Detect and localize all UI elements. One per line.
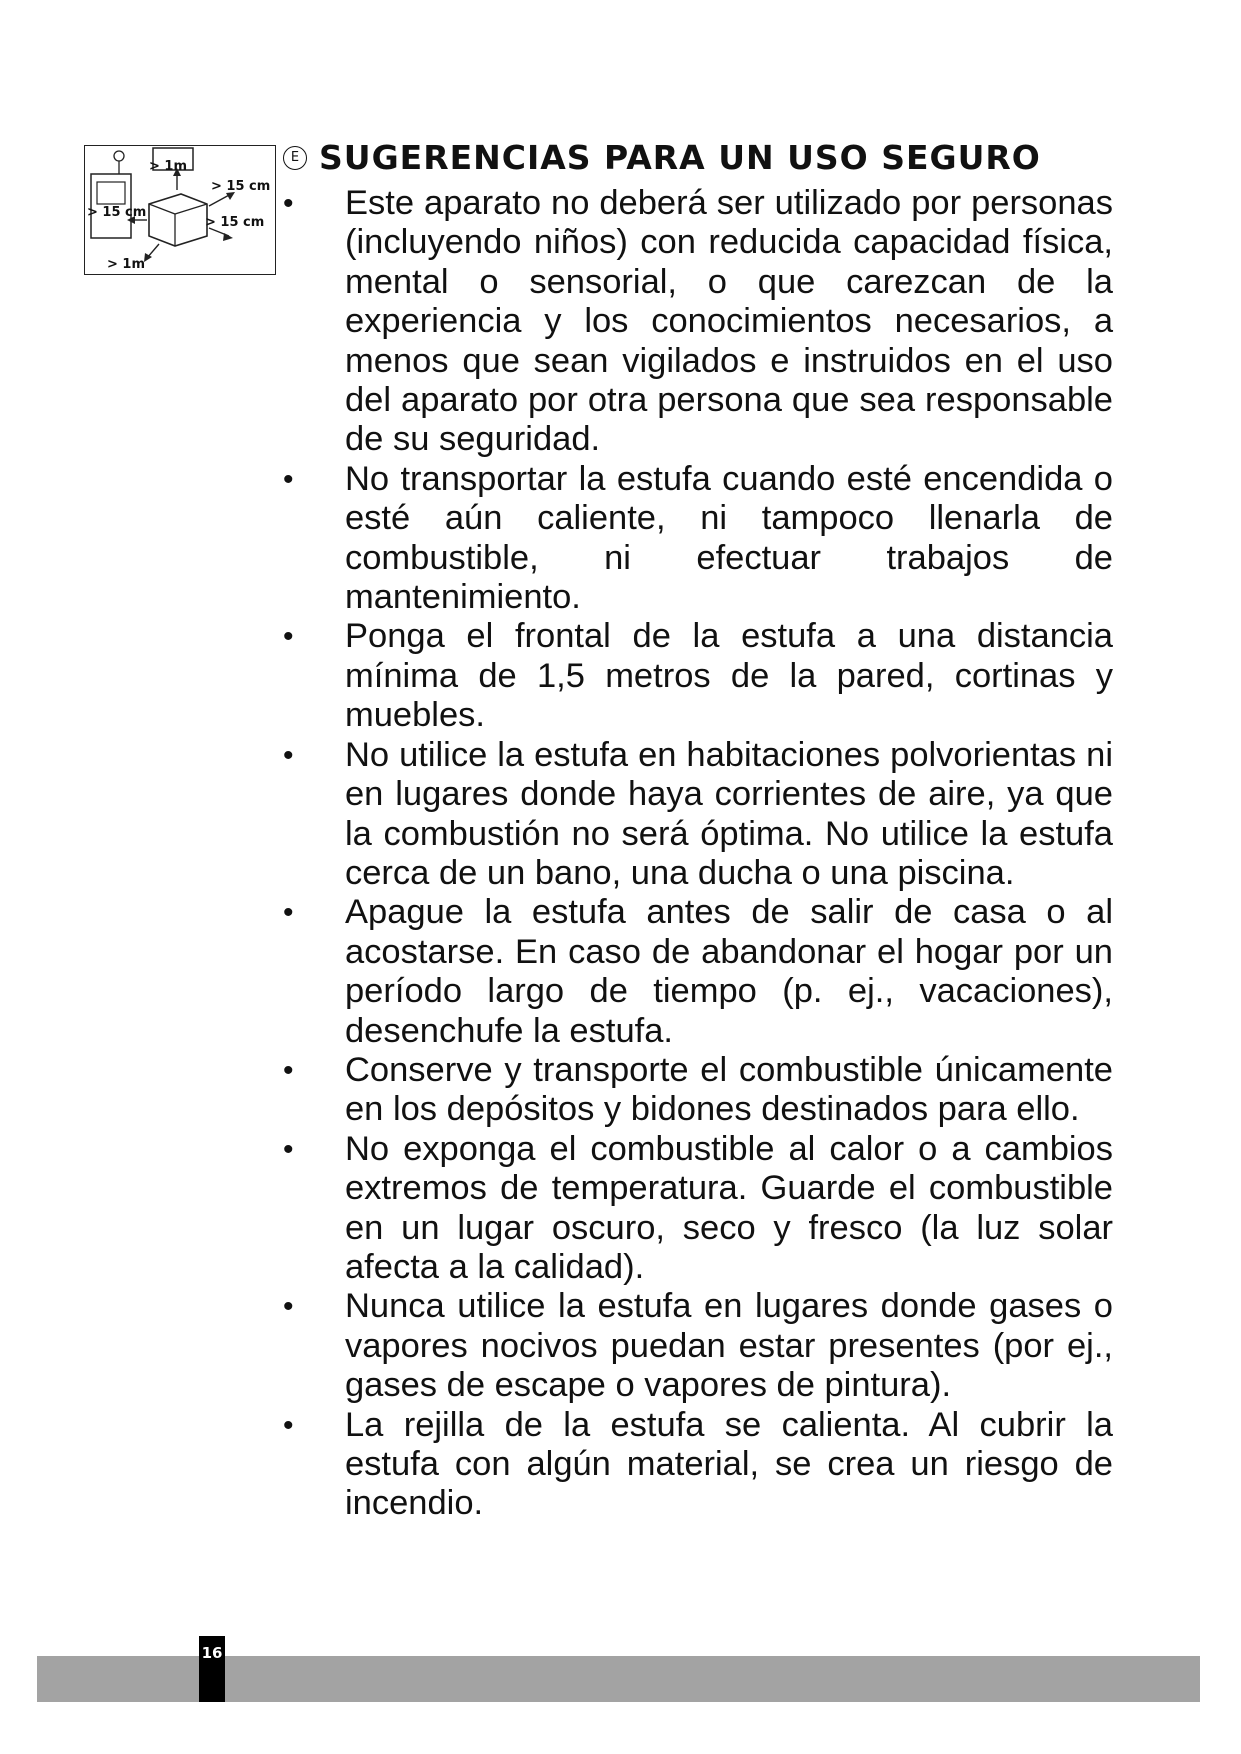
bullet-icon: • <box>283 1053 294 1087</box>
bullet-icon: • <box>283 1132 294 1166</box>
page-number: 16 <box>199 1636 225 1702</box>
list-item <box>283 893 1113 1051</box>
clearance-above-label: > 1m <box>149 159 188 174</box>
bullet-icon: • <box>283 187 294 220</box>
section-heading <box>283 138 1041 177</box>
clearance-left-label: > 15 cm <box>87 205 147 220</box>
bullet-icon: • <box>283 738 294 772</box>
bullet-icon: • <box>283 1290 294 1324</box>
cabinet-door-shape <box>97 182 125 204</box>
list-item <box>283 184 1113 460</box>
list-item <box>283 1051 1113 1130</box>
list-item-text: No transportar la estufa cuando esté encendida o esté aún caliente, ni tampoco llenarla de combustible, ni efectuar trabajos de mantenimiento. <box>345 459 1113 617</box>
list-item-text: No exponga el combustible al calor o a cambios extremos de temperatura. Guarde el combustible en un lugar oscuro, seco y fresco (la luz solar afecta a la calidad). <box>345 1129 1113 1286</box>
list-item <box>283 736 1113 894</box>
list-item-text: La rejilla de la estufa se calienta. Al cubrir la estufa con algún material, se crea un riesgo de incendio. <box>345 1405 1113 1523</box>
list-item-text: No utilice la estufa en habitaciones polvorientas ni en lugares donde haya corrientes de aire, ya que la combustión no será óptima. No utilice la estufa cerca de un bano, una ducha o una piscina. <box>345 735 1113 892</box>
heater-icon <box>149 194 207 246</box>
list-item-text: Conserve y transporte el combustible únicamente en los depósitos y bidones destinados para ello. <box>345 1050 1113 1129</box>
list-item <box>283 617 1113 735</box>
list-item <box>283 1287 1113 1405</box>
clearance-diagram <box>84 145 276 275</box>
clearance-diagram-illustration <box>85 146 275 274</box>
lamp-icon <box>114 151 124 161</box>
bullet-icon: • <box>283 896 294 930</box>
clearance-right-lower-label: > 15 cm <box>205 215 265 230</box>
clearance-front-label: > 1m <box>107 257 146 272</box>
list-item-text: Nunca utilice la estufa en lugares donde gases o vapores nocivos puedan estar presentes (por ej., gases de escape o vapores de pintura). <box>345 1287 1113 1405</box>
language-marker: E <box>283 146 307 170</box>
clearance-right-label: > 15 cm <box>211 179 271 194</box>
bullet-icon: • <box>283 462 294 496</box>
list-item <box>283 1130 1113 1288</box>
bullet-icon: • <box>283 1408 294 1442</box>
list-item <box>283 460 1113 618</box>
list-item <box>283 1406 1113 1524</box>
list-item-text: Apague la estufa antes de salir de casa o al acostarse. En caso de abandonar el hogar por un período largo de tiempo (p. ej., vacaciones), desenchufe la estufa. <box>345 893 1113 1050</box>
safety-tips-list <box>283 184 1113 1524</box>
bullet-icon: • <box>283 620 294 654</box>
list-item-text: Ponga el frontal de la estufa a una distancia mínima de 1,5 metros de la pared, cortinas y muebles. <box>345 617 1113 735</box>
section-title: SUGERENCIAS PARA UN USO SEGURO <box>319 138 1041 177</box>
list-item-text: Este aparato no deberá ser utilizado por personas (incluyendo niños) con reducida capacidad física, mental o sensorial, o que carezcan de la experiencia y los conocimientos necesarios, a menos que sean vigilados e instruidos en el uso del aparato por otra persona que sea responsable de su seguridad. <box>345 184 1113 459</box>
